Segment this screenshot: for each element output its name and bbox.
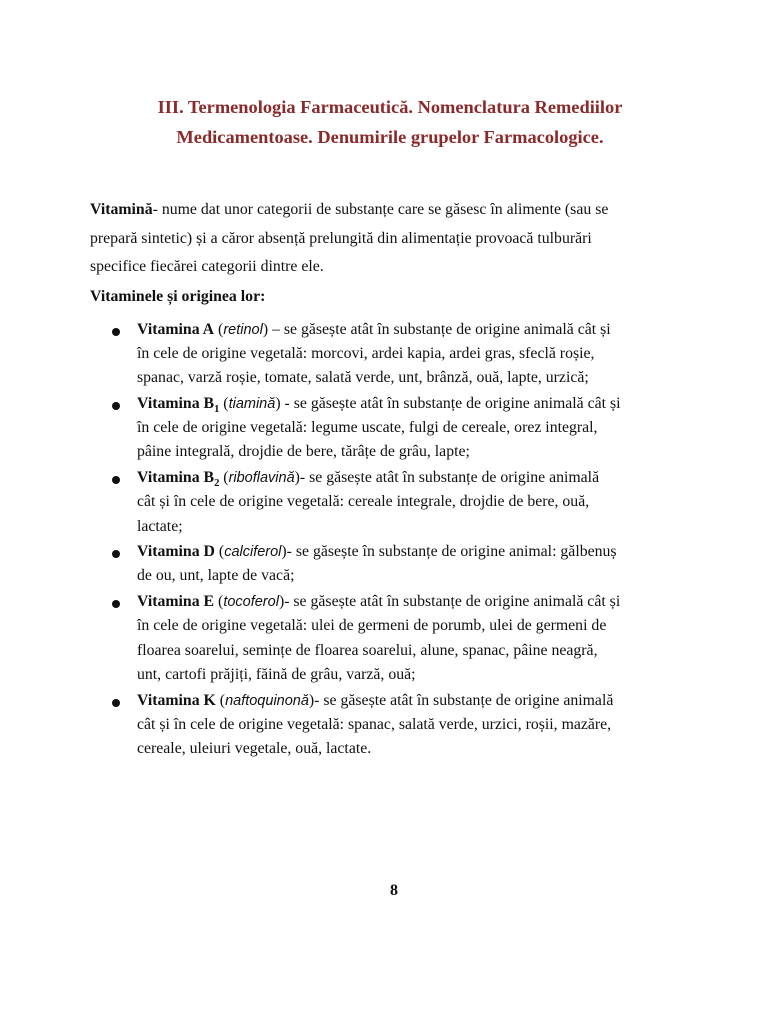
bullet-icon	[112, 600, 120, 608]
vitamin-scientific-name: riboflavină	[228, 470, 295, 487]
vitamin-name	[137, 543, 215, 560]
vitamin-scientific-name: calciferol	[224, 544, 282, 561]
vitamin-scientific-name: tocoferol	[223, 594, 279, 611]
vitamin-scientific-name: naftoquinonă	[225, 692, 309, 709]
definition-line-2: prepară sintetic) și a căror absență prelungită din alimentație provoacă tulburări	[90, 229, 592, 247]
vitamin-name-text: Vitamina B	[137, 395, 215, 413]
vitamin-description: )- se găsește atât în substanțe de origine animală	[294, 469, 600, 487]
title-line-1: III. Termenologia Farmaceutică. Nomenclatura Remediilor	[157, 97, 623, 117]
definition-line-1	[90, 196, 690, 225]
vitamin-line: unt, cartofi prăjiți, făină de grâu, varză, ouă;	[137, 665, 416, 683]
vitamin-line: lactate;	[137, 517, 183, 535]
vitamin-description: )- se găsește în substanțe de origine animal: gălbenuș	[281, 543, 617, 561]
vitamin-name	[137, 692, 216, 709]
vitamin-line: în cele de origine vegetală: ulei de germeni de porumb, ulei de germeni de	[137, 617, 607, 635]
definition-text: - nume dat unor categorii de substanțe care se găsesc în alimente (sau se	[152, 201, 609, 218]
vitamin-line: în cele de origine vegetală: legume uscate, fulgi de cereale, orez integral,	[137, 419, 598, 437]
vitamin-line: în cele de origine vegetală: morcovi, ardei kapia, ardei gras, sfeclă roșie,	[137, 345, 595, 363]
vitamin-paren-open: (	[214, 593, 224, 611]
vitamin-paren-open: (	[215, 691, 226, 709]
definition-term: Vitamină	[90, 201, 153, 218]
vitamin-line	[137, 590, 620, 614]
vitamin-paren-open: (	[214, 543, 225, 561]
vitamin-description: ) - se găsește atât în substanțe de origine animală cât și	[275, 395, 621, 413]
bullet-icon	[112, 699, 120, 707]
vitamin-description: ) – se găsește atât în substanțe de origine animală cât și	[262, 321, 611, 338]
vitamin-name	[137, 395, 220, 416]
vitamin-paren-open: (	[219, 469, 229, 487]
vitamin-line: floarea soarelui, semințe de floarea soarelui, alune, spanac, pâine neagră,	[137, 641, 598, 659]
page-title	[90, 92, 690, 152]
bullet-icon	[112, 328, 120, 336]
vitamin-paren-open: (	[219, 395, 229, 413]
page-number: 8	[390, 882, 398, 899]
vitamin-description: )- se găsește atât în substanțe de origine animală	[308, 691, 614, 709]
vitamin-name-text: Vitamina E	[137, 593, 215, 611]
bullet-icon	[112, 550, 120, 558]
section-subheading: Vitaminele și originea lor:	[90, 288, 266, 305]
vitamin-line: cât și în cele de origine vegetală: spanac, salată verde, urzici, roșii, mazăre,	[137, 715, 612, 733]
definition-line-3: specifice fiecărei categorii dintre ele.	[90, 258, 324, 275]
vitamin-scientific-name: retinol	[223, 322, 263, 338]
vitamin-scientific-name: tiamină	[228, 396, 276, 413]
vitamin-name-text: Vitamina B	[137, 469, 215, 487]
vitamin-subscript: 1	[214, 404, 220, 416]
vitamin-line: pâine integrală, drojdie de bere, tărâțe de grâu, lapte;	[137, 443, 470, 461]
vitamin-line	[137, 318, 611, 342]
definition-paragraph	[90, 196, 690, 282]
vitamin-subscript: 2	[214, 478, 220, 490]
vitamin-line	[137, 540, 617, 564]
vitamin-line: cât și în cele de origine vegetală: cereale integrale, drojdie de bere, ouă,	[137, 493, 590, 511]
vitamin-line	[137, 689, 613, 713]
vitamin-name-text: Vitamina K	[137, 691, 216, 709]
vitamin-line: cereale, uleiuri vegetale, ouă, lactate.	[137, 739, 372, 757]
vitamin-name	[137, 321, 214, 338]
vitamin-name-text: Vitamina D	[137, 543, 215, 561]
bullet-icon	[112, 402, 120, 410]
vitamin-line: spanac, varză roșie, tomate, salată verde, unt, brânză, ouă, lapte, urzică;	[137, 369, 589, 387]
vitamin-paren-open: (	[214, 321, 224, 338]
title-line-2: Medicamentoase. Denumirile grupelor Farmacologice.	[176, 127, 604, 147]
vitamin-name	[137, 469, 220, 490]
vitamin-name	[137, 593, 214, 610]
vitamin-description: )- se găsește atât în substanțe de origine animală cât și	[278, 593, 621, 611]
bullet-icon	[112, 476, 120, 484]
vitamin-name-text: Vitamina A	[137, 321, 215, 338]
vitamin-line: de ou, unt, lapte de vacă;	[137, 567, 295, 585]
